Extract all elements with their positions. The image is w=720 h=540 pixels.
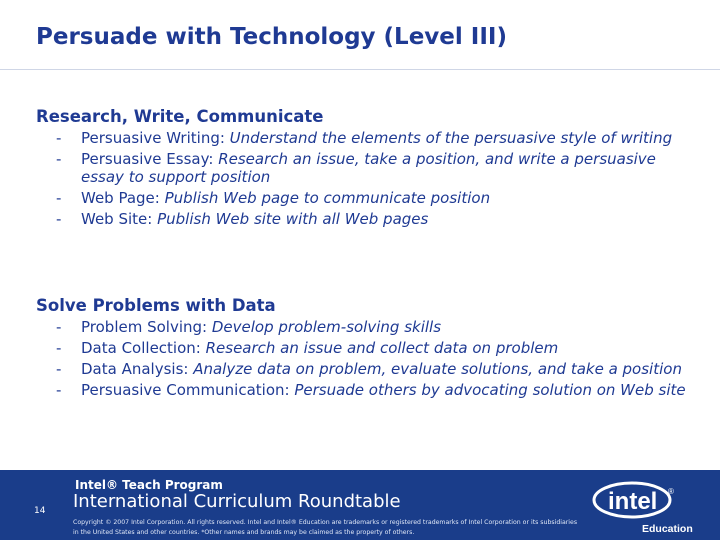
logo-tagline: Education [642, 523, 693, 535]
list-item [36, 189, 696, 207]
dash-marker: - [56, 381, 62, 399]
item-description: Publish Web site with all Web pages [152, 210, 429, 228]
footer-bar [0, 470, 720, 540]
item-term: Persuasive Essay: [81, 150, 214, 168]
list-item [36, 381, 696, 399]
item-description: Research an issue and collect data on problem [200, 339, 559, 357]
list-item [36, 210, 696, 228]
title-divider [0, 69, 720, 70]
dash-marker: - [56, 189, 62, 207]
item-term: Web Site: [81, 210, 153, 228]
list-item [36, 150, 696, 186]
item-description: Analyze data on problem, evaluate solutions, and take a position [188, 360, 682, 378]
item-term: Problem Solving: [81, 318, 208, 336]
item-term: Data Analysis: [81, 360, 189, 378]
dash-marker: - [56, 318, 62, 336]
list-item [36, 339, 696, 357]
copyright-notice: Copyright © 2007 Intel Corporation. All rights reserved. Intel and Intel® Education are trademarks or registered trademarks of Intel Corporation or its subsidiaries in the United States and other countries. *Other names and brands may be claimed as the property of others. [73, 519, 578, 536]
section-heading: Research, Write, Communicate [36, 107, 324, 126]
logo-word: intel [608, 488, 658, 515]
section-heading: Solve Problems with Data [36, 296, 276, 315]
item-term: Web Page: [81, 189, 160, 207]
list-item [36, 318, 696, 336]
bullet-list [36, 318, 696, 399]
item-description: Understand the elements of the persuasive style of writing [224, 129, 673, 147]
dash-marker: - [56, 360, 62, 378]
item-term: Persuasive Communication: [81, 381, 290, 399]
logo-registered: ® [668, 487, 674, 496]
program-name: Intel® Teach Program [75, 478, 223, 492]
bullet-list [36, 129, 696, 228]
item-term: Persuasive Writing: [81, 129, 225, 147]
slide-title: Persuade with Technology (Level III) [36, 24, 507, 50]
dash-marker: - [56, 150, 62, 168]
item-description: Research an issue, take a position, and write a persuasive essay to support position [81, 150, 656, 186]
section-research-write-communicate [36, 107, 696, 231]
item-description: Publish Web page to communicate position [159, 189, 491, 207]
item-description: Develop problem-solving skills [207, 318, 442, 336]
dash-marker: - [56, 339, 62, 357]
item-term: Data Collection: [81, 339, 201, 357]
item-description: Persuade others by advocating solution on Web site [289, 381, 686, 399]
intel-logo-icon [590, 478, 714, 538]
dash-marker: - [56, 210, 62, 228]
page-number: 14 [34, 506, 46, 516]
dash-marker: - [56, 129, 62, 147]
list-item [36, 129, 696, 147]
list-item [36, 360, 696, 378]
section-solve-problems-with-data [36, 296, 696, 402]
event-name: International Curriculum Roundtable [73, 491, 401, 512]
